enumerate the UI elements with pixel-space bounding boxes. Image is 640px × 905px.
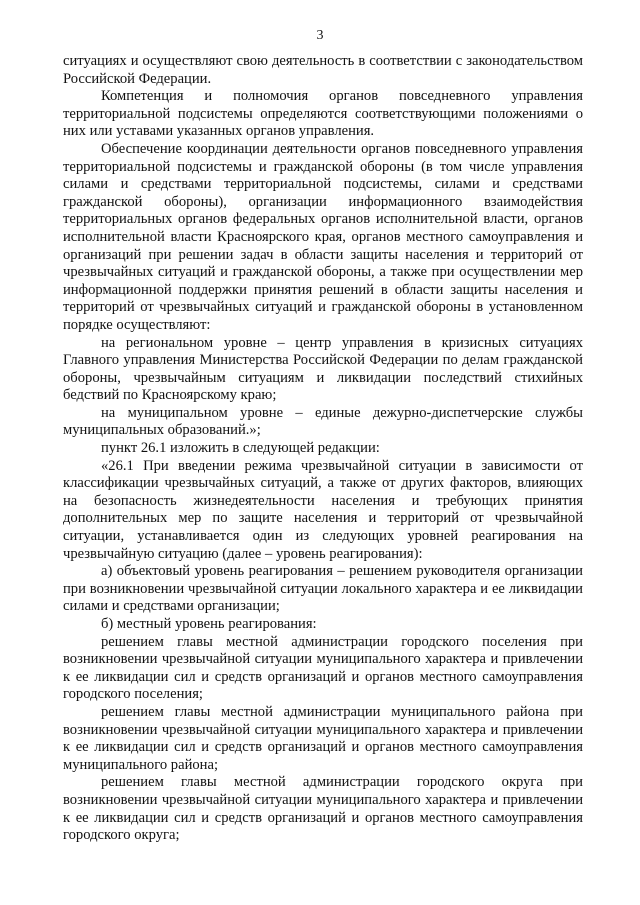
paragraph-local-level: б) местный уровень реагирования: [101, 616, 317, 632]
paragraph-municipal-district: решением главы местной администрации муниципального района при возникновении чрезвычайной ситуации муниципального характера и привлечении к ее ликвидации сил и средств организаций и органов местного самоуправления муниципального района; [63, 703, 583, 773]
paragraph-urban-settlement: решением главы местной администрации городского поселения при возникновении чрезвычайной ситуации муниципального характера и привлечении к ее ликвидации сил и средств организаций и органов местного самоуправления городского поселения; [63, 633, 583, 703]
paragraph-object-level: а) объектовый уровень реагирования – решением руководителя организации при возникновении чрезвычайной ситуации локального характера и ее ликвидации силами и средствами организации; [63, 563, 583, 615]
paragraph-municipal-level: на муниципальном уровне – единые дежурно-диспетчерские службы муниципальных образований.»; [63, 404, 583, 439]
paragraph-amendment-intro: пункт 26.1 изложить в следующей редакции: [101, 440, 380, 457]
paragraph-continuation: ситуациях и осуществляют свою деятельность в соответствии с законодательством Российской Федерации. [63, 53, 583, 87]
paragraph-coordination: Обеспечение координации деятельности органов повседневного управления территориальной подсистемы и гражданской обороны (в том числе управления силами и средствами территориальной подсистемы, силами и средствами гражданской обороны), организации информационного взаимодействия территориальных органов федеральных органов исполнительной власти, органов исполнительной власти Красноярского края, органов местного самоуправления и организаций при решении задач в области защиты населения и территорий от чрезвычайных ситуаций и гражданской обороны, а также при осуществлении мер информационной поддержки принятия решений в области защиты населения и территорий от чрезвычайных ситуаций и гражданской обороны в установленном порядке осуществляют: [63, 140, 583, 333]
page-number: 3 [316, 28, 324, 43]
document-body [63, 53, 583, 845]
paragraph-regional-level: на региональном уровне – центр управления в кризисных ситуациях Главного управления Министерства Российской Федерации по делам гражданской обороны, чрезвычайным ситуациям и ликвидации последствий стихийных бедствий по Красноярскому краю; [63, 334, 583, 404]
paragraph-26-1: «26.1 При введении режима чрезвычайной ситуации в зависимости от классификации чрезвычайных ситуаций, а также от других факторов, влияющих на безопасность жизнедеятельности населения и требующих принятия дополнительных мер по защите населения и территорий от чрезвычайной ситуации, устанавливается один из следующих уровней реагирования на чрезвычайную ситуацию (далее – уровень реагирования): [63, 457, 583, 562]
paragraph-urban-district: решением главы местной администрации городского округа при возникновении чрезвычайной ситуации муниципального характера и привлечении к ее ликвидации сил и средств организаций и органов местного самоуправления городского округа; [63, 774, 583, 844]
paragraph-competence: Компетенция и полномочия органов повседневного управления территориальной подсистемы определяются соответствующими положениями о них или уставами указанных органов управления. [63, 88, 583, 140]
